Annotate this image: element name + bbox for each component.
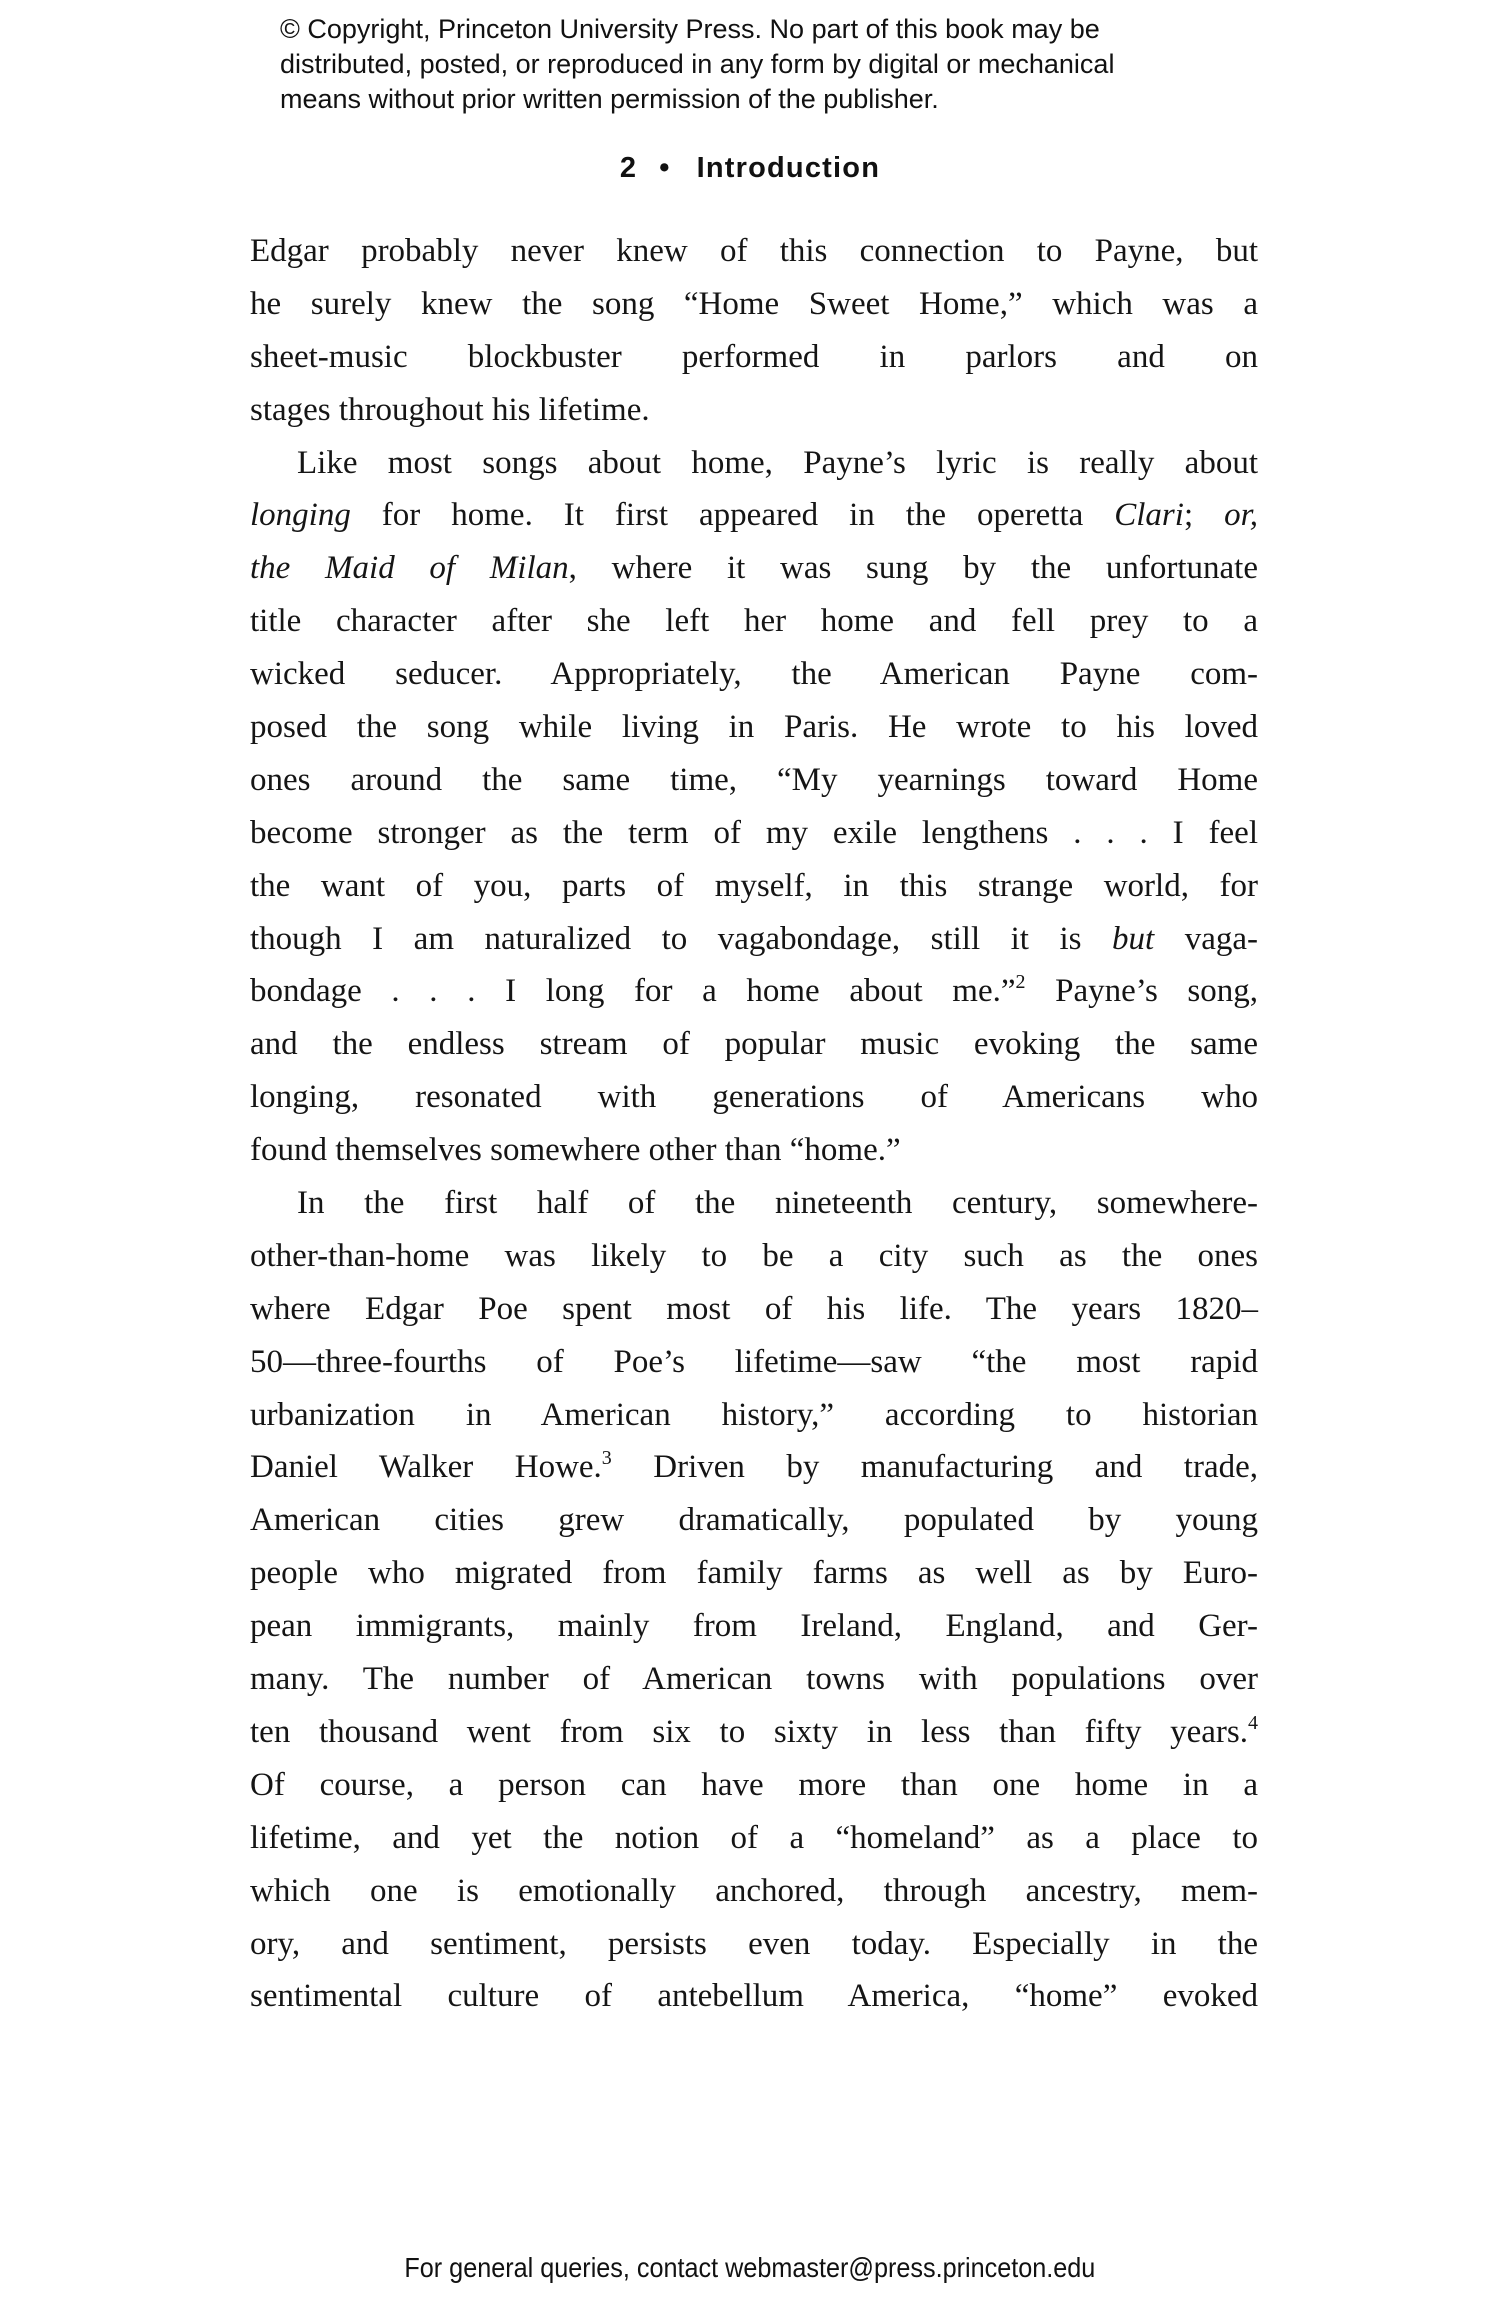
bullet-separator-icon: • (659, 152, 671, 184)
text-line: urbanization in American history,” according to historian (250, 1396, 1258, 1433)
paragraph-first-line: Like most songs about home, Payne’s lyric is really about (297, 444, 1258, 481)
italic-term: longing (250, 497, 351, 534)
text-line: pean immigrants, mainly from Ireland, England, and Ger- (250, 1608, 1258, 1645)
text-line: sentimental culture of antebellum America, “home” evoked (250, 1978, 1258, 2015)
text-line: though I am naturalized to vagabondage, still it is but vaga- (250, 920, 1258, 957)
text-line: lifetime, and yet the notion of a “homeland” as a place to (250, 1819, 1258, 1856)
text-line: he surely knew the song “Home Sweet Home,” which was a (250, 285, 1258, 322)
text-line: and the endless stream of popular music evoking the same (250, 1026, 1258, 1063)
text-line: longing for home. It first appeared in the operetta Clari; or, (250, 497, 1259, 534)
italic-emphasis: but (1112, 920, 1155, 957)
copyright-line: © Copyright, Princeton University Press. No part of this book may be (280, 14, 1100, 44)
text-line: American cities grew dramatically, populated by young (250, 1502, 1258, 1539)
copyright-notice (280, 12, 1240, 117)
text-line: people who migrated from family farms as well as by Euro- (250, 1555, 1258, 1592)
copyright-line: distributed, posted, or reproduced in any form by digital or mechanical (280, 49, 1115, 79)
paragraph-last-line: stages throughout his lifetime. (250, 391, 650, 428)
page-number: 2 (619, 152, 638, 184)
text-line: where Edgar Poe spent most of his life. The years 1820– (250, 1290, 1258, 1327)
footer-text: For general queries, contact webmaster@press.princeton.edu (404, 2252, 1096, 2283)
text-line: title character after she left her home and fell prey to a (250, 603, 1258, 640)
paragraph-last-line: found themselves somewhere other than “home.” (250, 1132, 901, 1169)
text-line: wicked seducer. Appropriately, the American Payne com- (250, 656, 1258, 693)
text-line: ten thousand went from six to sixty in less than fifty years.$^4$ (250, 1711, 1258, 1750)
text-line: become stronger as the term of my exile lengthens . . . I feel (250, 814, 1258, 851)
text-line: bondage . . . I long for a home about me.”$^2$ Payne’s song, (250, 971, 1259, 1010)
footnote-ref-3[interactable]: 3 (601, 1447, 612, 1470)
running-head (0, 148, 1500, 188)
text-line: other-than-home was likely to be a city such as the ones (250, 1237, 1258, 1274)
copyright-line: means without prior written permission of the publisher. (280, 84, 939, 114)
text-line: Daniel Walker Howe.$^3$ Driven by manufacturing and trade, (250, 1447, 1258, 1486)
text-line: ones around the same time, “My yearnings toward Home (250, 761, 1258, 798)
text-line: many. The number of American towns with populations over (250, 1661, 1258, 1698)
chapter-title: Introduction (696, 152, 881, 184)
footer-contact (0, 2250, 1500, 2286)
text-line: posed the song while living in Paris. He wrote to his loved (250, 709, 1258, 746)
text-line: Of course, a person can have more than one home in a (250, 1766, 1258, 1803)
text-line: the Maid of Milan, where it was sung by the unfortunate (250, 550, 1258, 587)
paragraph-first-line: In the first half of the nineteenth century, somewhere- (297, 1185, 1258, 1222)
footnote-ref-4[interactable]: 4 (1248, 1711, 1258, 1734)
text-line: 50—three-fourths of Poe’s lifetime—saw “the most rapid (250, 1343, 1258, 1380)
text-line: which one is emotionally anchored, through ancestry, mem- (250, 1872, 1258, 1909)
text-line: the want of you, parts of myself, in this strange world, for (250, 867, 1258, 904)
italic-title: or, (1224, 497, 1259, 534)
text-line: Edgar probably never knew of this connection to Payne, but (250, 233, 1258, 269)
text-line: sheet-music blockbuster performed in parlors and on (250, 338, 1258, 375)
footnote-ref-2[interactable]: 2 (1015, 971, 1026, 994)
body-text (250, 225, 1258, 2023)
text-line: longing, resonated with generations of Americans who (250, 1079, 1258, 1116)
italic-title: the Maid of Milan (250, 550, 569, 587)
text-line: ory, and sentiment, persists even today. Especially in the (250, 1925, 1258, 1962)
italic-title: Clari (1114, 497, 1184, 534)
